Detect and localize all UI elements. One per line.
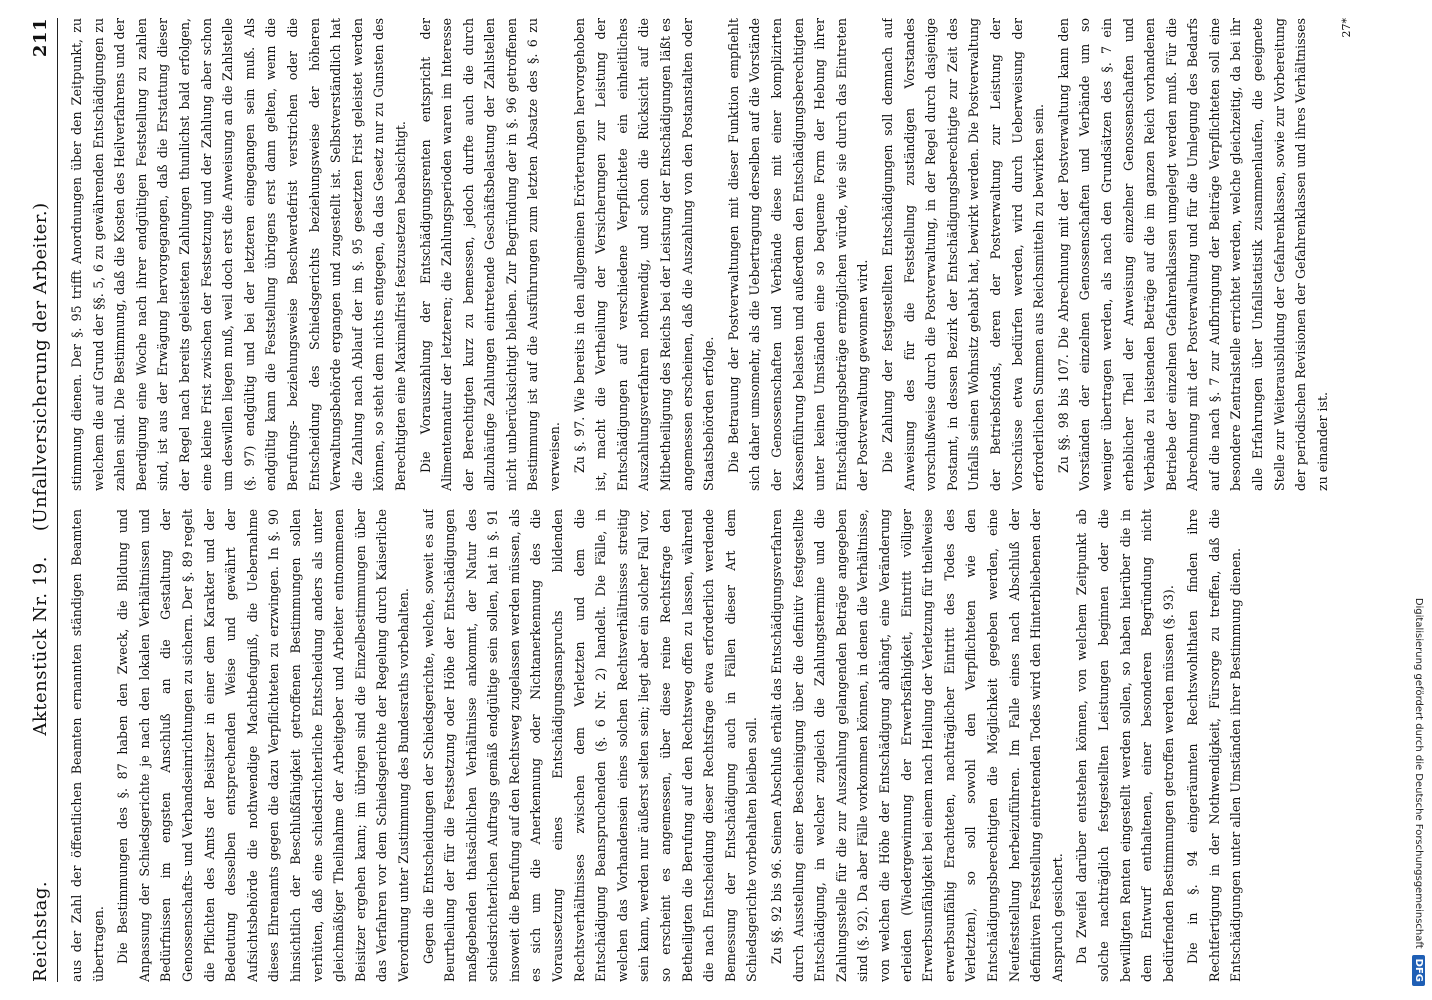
paragraph: Die Bestimmungen des §. 87 haben den Zweck, die Bildung und Anpassung der Schiedsgerichte je nach den lokalen Verhältnissen und Bedürfnissen im engsten Anschluß an die Gestaltung der Genossenschafts- und Verbandseinrichtungen zu sichern. Der §. 89 regelt die Pflichten des Amts der Beisitzer in einer dem Karakter und der Bedeutung desselben entsprechenden Weise und gewährt der Aufsichtsbehörde die nothwendige Machtbefugniß, die Uebernahme dieses Ehrenamts gegen die dazu Verpflichteten zu erzwingen. In §. 90 hinsichtlich der Beschlußfähigkeit getroffenen Bestimmungen sollen verhüten, daß eine schiedsrichterliche Entscheidung anders als unter gleichmäßiger Theilnahme der Arbeitgeber und Arbeiter entnommenen Beisitzer ergehen kann; im übrigen sind die Einzelbestimmungen über das Verfahren vor dem Schiedsgerichte der Regelung durch Kaiserliche Verordnung unter Zustimmung des Bundesraths vorbehalten. <box>115 509 411 982</box>
text-columns <box>66 18 1378 982</box>
page-number: 211 <box>30 18 51 58</box>
column-right <box>66 18 1378 491</box>
paragraph: Die in §. 94 eingeräumten Rechtswohlthaten finden ihre Rechtfertigung in der Nothwendigkeit, Fürsorge zu treffen, daß die Entschädigungen unter allen Umständen ihrer Bestimmung dienen. <box>1185 509 1244 982</box>
paragraph: Die Zahlung der festgestellten Entschädigungen soll demnach auf Anweisung des für die Feststellung zuständigen Vorstandes vorschußweise durch die Postverwaltung, in der Regel durch dasjenige Postamt, in dessen Bezirk der Entschädigungsberechtigte zur Zeit des Unfalls seinen Wohnsitz gehabt hat, bewirkt werden. Die Postverwaltung der Betriebsfonds, deren der Postverwaltung zur Leistung der Vorschüsse etwa bedürfen werden, wird durch Ueberweisung der erforderlichen Summen aus Reichsmitteln zu bewirken sein. <box>879 18 1047 491</box>
paragraph: Zu §§. 98 bis 107. Die Abrechnung mit der Postverwaltung kann den Vorständen der einzelnen Genossenschaften und Verbände um so weniger übertragen werden, als nach den Grundsätzen des §. 7 ein erheblicher Theil der Anweisung einzelner Genossenschaften und Verbände zu leistenden Beträge auf die im ganzen Reich vorhandenen Betriebe der einzelnen Gefahrenklassen umgelegt werden muß. Für die Abrechnung mit der Postverwaltung und für die Umlegung des Bedarfs auf die nach §. 7 zur Aufbringung der Beiträge Verpflichteten soll eine besondere Zentralstelle errichtet werden, welche gleichzeitig, da bei ihr alle Erfahrungen über Unfallstatistik zusammenlaufen, die geeignete Stelle zur Weiterausbildung der Gefahrenklassen, sowie zur Vorbereitung der periodischen Revisionen der Gefahrenklassen und ihres Verhältnisses zu einander ist. <box>1055 18 1330 491</box>
paragraph: aus der Zahl der öffentlichen Beamten ernannten ständigen Beamten übertragen. <box>69 509 106 982</box>
paragraph: Gegen die Entscheidungen der Schiedsgerichte, welche, soweit es auf Beurtheilung der für die Festsetzung oder Höhe der Entschädigungen maßgebenden thatsächlichen Verhältnisse ankommt, der Natur des schiedsrichterlichen Auftrags gemäß endgültige sein sollen, hat in §. 91 insoweit die Berufung auf den Rechtsweg zugelassen werden müssen, als es sich um die Anerkennung oder Nichtanerkennung des die Voraussetzung eines Entschädigungsanspruchs bildenden Rechtsverhältnisses zwischen dem Verletzten und dem die Entschädigung Beanspruchenden (§. 6 Nr. 2) handelt. Die Fälle, in welchen das Vorhandensein eines solchen Rechtsverhältnisses streitig sein kann, werden nur äußerst selten sein; liegt aber ein solcher Fall vor, so erscheint es angemessen, über diese reine Rechtsfrage den Betheiligten die Berufung auf den Rechtsweg offen zu lassen, während die nach Entscheidung dieser Rechtsfrage etwa erforderlich werdende Bemessung der Entschädigung auch in Fällen dieser Art dem Schiedsgerichte vorbehalten bleiben soll. <box>420 509 760 982</box>
dfg-logo-icon: DFG <box>1413 955 1426 986</box>
paragraph: Die Betrauung der Postverwaltungen mit dieser Funktion empfiehlt sich daher umsomehr, als die Uebertragung derselben auf die Vorstände der Genossenschaften und Verbände diese mit einer komplizirten Kassenführung belasten und außerdem den Entschädigungsberechtigten unter keinen Umständen eine so bequeme Form der Hebung ihrer Entschädigungsbeträge ermöglichen würde, wie sie durch das Eintreten der Postverwaltung gewonnen wird. <box>725 18 871 491</box>
header-title: Aktenstück Nr. 19. <box>30 556 51 736</box>
header-subtitle: (Unfallversicherung der Arbeiter.) <box>30 202 51 532</box>
running-header <box>30 18 58 982</box>
paragraph: Zu §§. 92 bis 96. Seinen Abschluß erhält das Entschädigungsverfahren durch Ausstellung einer Bescheinigung über die definitiv festgestellte Entschädigung, in welcher zugleich die Zahlungstermine und die Zahlungsstelle für die zur Auszahlung gelangenden Beträge angegeben sind (§. 92). Da aber Fälle vorkommen können, in denen die Verhältnisse, von welchen die Höhe der Entschädigung abhängt, eine Veränderung erleiden (Wiedergewinnung der Erwerbsfähigkeit, Eintritt völliger Erwerbsunfähigkeit bei einem nach Heilung der Verletzung für theilweise erwerbsunfähig Erachteten, nachträglicher Eintritt des Todes des Verletzten), so soll sowohl den Verpflichteten wie den Entschädigungsberechtigten die Möglichkeit gegeben werden, eine Neufeststellung herbeizuführen. Im Falle eines nach Abschluß der definitiven Feststellung eintretenden Todes wird den Hinterbliebenen der Anspruch gesichert. <box>769 509 1065 982</box>
header-left: Reichstag. <box>30 880 51 982</box>
column-left <box>66 509 1378 982</box>
paragraph: Da Zweifel darüber entstehen können, von welchem Zeitpunkt ab solche nachträglich festgestellten Leistungen beginnen oder die bewilligten Renten eingestellt werden sollen, so haben hierüber die in dem Entwurf enthaltenen, einer besonderen Begründung nicht bedürfenden Bestimmungen getroffen werden müssen (§. 93). <box>1074 509 1176 982</box>
sponsor-caption <box>1408 0 1430 1000</box>
paragraph: Zu §. 97. Wie bereits in den allgemeinen Erörterungen hervorgehoben ist, macht die Vertheilung der Versicherungen zur Leistung der Entschädigungen auf verschiedene Verpflichtete ein einheitliches Auszahlungsverfahren nothwendig, und schon die Rücksicht auf die Mitbetheiligung des Reichs bei der Leistung der Entschädigungen läßt es angemessen erscheinen, daß die Auszahlung von den Postanstalten oder Staatsbehörden erfolge. <box>571 18 717 491</box>
sheet-number: 27* <box>1340 18 1354 38</box>
paragraph: Die Vorauszahlung der Entschädigungsrenten entspricht der Alimentennatur der letzteren; die Zahlungsperioden waren im Interesse der Berechtigten kurz zu bemessen, jedoch durfte auch die durch allzuhäufige Zahlungen eintretende Geschäftsbelastung der Zahlstellen nicht unberücksichtigt bleiben. Zur Begründung der in §. 96 getroffenen Bestimmung ist auf die Ausführungen zum letzten Absatze des §. 6 zu verweisen. <box>417 18 563 491</box>
sponsor-text: Digitalisierung gefördert durch die Deutsche Forschungsgemeinschaft <box>1413 597 1425 949</box>
header-center <box>30 57 51 881</box>
paragraph: stimmung dienen. Der §. 95 trifft Anordnungen über den Zeitpunkt, zu welchem die auf Grund der §§. 5, 6 zu gewährenden Entschädigungen zu zahlen sind. Die Bestimmung, daß die Kosten des Heilverfahrens und der Beerdigung eine Woche nach ihrer endgültigen Feststellung zu zahlen sind, ist aus der Erwägung hervorgegangen, daß die Erstattung dieser der Regel nach bereits geleisteten Zahlungen thunlichst bald erfolgen, eine kleine Frist zwischen der Festsetzung und der Zahlung aber schon um deswillen liegen muß, weil doch erst die Anweisung an die Zahlstelle (§. 97) endgültig und bei der letzteren eingegangen sein muß. Als endgültig kann die Feststellung übrigens erst dann gelten, wenn die Berufungs- beziehungsweise Beschwerdefrist verstrichen oder die Entscheidung des Schiedsgerichts beziehungsweise der höheren Verwaltungsbehörde ergangen und zugestellt ist. Selbstverständlich hat die Zahlung nach Ablauf der im §. 95 gesetzten Frist geleistet werden können, so steht dem nichts entgegen, da das Gesetz nur zu Gunsten des Berechtigten eine Maximalfrist festzusetzen beabsichtigt. <box>69 18 408 491</box>
